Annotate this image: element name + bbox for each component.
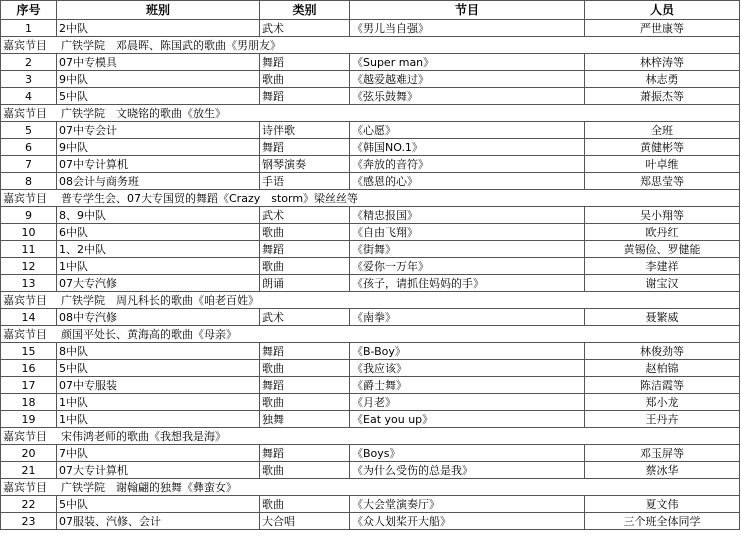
guest-text: 广铁学院 文晓铭的歌曲《放生》 (61, 106, 226, 120)
cell-no: 16 (1, 360, 57, 377)
cell-no: 11 (1, 241, 57, 258)
cell-type: 手语 (260, 173, 350, 190)
table-row (1, 360, 740, 377)
guest-row (1, 326, 740, 343)
cell-class: 07中专模具 (57, 54, 260, 71)
cell-class: 2中队 (57, 20, 260, 37)
cell-type: 武术 (260, 309, 350, 326)
guest-text: 广铁学院 邓晨晖、陈国武的歌曲《男朋友》 (61, 38, 281, 52)
header-no: 序号 (1, 1, 57, 20)
cell-type: 舞蹈 (260, 241, 350, 258)
guest-row (1, 105, 740, 122)
cell-performer: 黄健彬等 (585, 139, 740, 156)
cell-class: 6中队 (57, 224, 260, 241)
table-row (1, 224, 740, 241)
cell-class: 08会计与商务班 (57, 173, 260, 190)
cell-type: 朗诵 (260, 275, 350, 292)
cell-no: 6 (1, 139, 57, 156)
cell-program: 《越爱越难过》 (350, 71, 585, 88)
table-row (1, 88, 740, 105)
guest-text: 普专学生会、07大专国贸的舞蹈《Crazy storm》梁丝丝等 (61, 191, 359, 205)
cell-class: 9中队 (57, 139, 260, 156)
guest-tag: 嘉宾节目 (3, 106, 47, 120)
cell-performer: 黄锡俭、罗健能 (585, 241, 740, 258)
cell-class: 07服装、汽修、会计 (57, 513, 260, 530)
cell-performer: 严世康等 (585, 20, 740, 37)
table-row (1, 394, 740, 411)
cell-type: 歌曲 (260, 71, 350, 88)
cell-program: 《南拳》 (350, 309, 585, 326)
guest-cell (1, 292, 740, 309)
cell-program: 《奔放的音符》 (350, 156, 585, 173)
cell-performer: 陈洁霞等 (585, 377, 740, 394)
cell-no: 2 (1, 54, 57, 71)
cell-program: 《Super man》 (350, 54, 585, 71)
cell-type: 独舞 (260, 411, 350, 428)
guest-cell (1, 326, 740, 343)
cell-type: 舞蹈 (260, 54, 350, 71)
cell-type: 歌曲 (260, 394, 350, 411)
cell-performer: 欧丹红 (585, 224, 740, 241)
cell-performer: 聂繁威 (585, 309, 740, 326)
table-row (1, 411, 740, 428)
cell-type: 诗伴歌 (260, 122, 350, 139)
cell-program: 《Eat you up》 (350, 411, 585, 428)
cell-performer: 李建祥 (585, 258, 740, 275)
guest-cell (1, 37, 740, 54)
cell-performer: 三个班全体同学 (585, 513, 740, 530)
table-row (1, 309, 740, 326)
cell-class: 8中队 (57, 343, 260, 360)
cell-type: 大合唱 (260, 513, 350, 530)
guest-cell (1, 428, 740, 445)
cell-no: 22 (1, 496, 57, 513)
cell-performer: 夏文伟 (585, 496, 740, 513)
cell-program: 《大会堂演奏厅》 (350, 496, 585, 513)
table-row (1, 445, 740, 462)
cell-type: 歌曲 (260, 462, 350, 479)
cell-no: 4 (1, 88, 57, 105)
cell-program: 《孩子，请抓住妈妈的手》 (350, 275, 585, 292)
cell-type: 武术 (260, 20, 350, 37)
cell-class: 1中队 (57, 258, 260, 275)
cell-program: 《爱你一万年》 (350, 258, 585, 275)
table-row (1, 71, 740, 88)
cell-performer: 郑思莹等 (585, 173, 740, 190)
cell-no: 9 (1, 207, 57, 224)
guest-text: 颜国平处长、黄海高的歌曲《母亲》 (61, 327, 237, 341)
cell-performer: 王丹卉 (585, 411, 740, 428)
cell-type: 歌曲 (260, 496, 350, 513)
cell-performer: 萧振杰等 (585, 88, 740, 105)
header-performer: 人员 (585, 1, 740, 20)
table-row (1, 207, 740, 224)
guest-tag: 嘉宾节目 (3, 191, 47, 205)
cell-no: 3 (1, 71, 57, 88)
cell-no: 12 (1, 258, 57, 275)
cell-no: 14 (1, 309, 57, 326)
cell-no: 17 (1, 377, 57, 394)
guest-tag: 嘉宾节目 (3, 480, 47, 494)
cell-performer: 林志勇 (585, 71, 740, 88)
guest-row (1, 37, 740, 54)
cell-no: 19 (1, 411, 57, 428)
cell-program: 《Boys》 (350, 445, 585, 462)
table-row (1, 496, 740, 513)
cell-type: 舞蹈 (260, 377, 350, 394)
guest-cell (1, 190, 740, 207)
cell-no: 8 (1, 173, 57, 190)
table-row (1, 275, 740, 292)
cell-class: 9中队 (57, 71, 260, 88)
table-row (1, 54, 740, 71)
cell-type: 歌曲 (260, 224, 350, 241)
cell-program: 《男儿当自强》 (350, 20, 585, 37)
cell-no: 7 (1, 156, 57, 173)
cell-type: 舞蹈 (260, 139, 350, 156)
cell-no: 1 (1, 20, 57, 37)
cell-type: 钢琴演奏 (260, 156, 350, 173)
cell-performer: 邓玉屏等 (585, 445, 740, 462)
guest-row (1, 190, 740, 207)
table-row (1, 258, 740, 275)
header-row (1, 1, 740, 20)
cell-program: 《为什么受伤的总是我》 (350, 462, 585, 479)
cell-no: 13 (1, 275, 57, 292)
cell-class: 08中专汽修 (57, 309, 260, 326)
cell-no: 10 (1, 224, 57, 241)
guest-tag: 嘉宾节目 (3, 327, 47, 341)
cell-program: 《众人划桨开大船》 (350, 513, 585, 530)
cell-type: 武术 (260, 207, 350, 224)
cell-performer: 林梓涛等 (585, 54, 740, 71)
cell-class: 5中队 (57, 88, 260, 105)
cell-program: 《我应该》 (350, 360, 585, 377)
cell-performer: 吴小翔等 (585, 207, 740, 224)
cell-type: 歌曲 (260, 360, 350, 377)
cell-no: 18 (1, 394, 57, 411)
guest-tag: 嘉宾节目 (3, 429, 47, 443)
cell-class: 07中专会计 (57, 122, 260, 139)
guest-row (1, 479, 740, 496)
cell-class: 1、2中队 (57, 241, 260, 258)
cell-class: 07大专计算机 (57, 462, 260, 479)
cell-performer: 蔡冰华 (585, 462, 740, 479)
cell-program: 《爵士舞》 (350, 377, 585, 394)
cell-program: 《B-Boy》 (350, 343, 585, 360)
cell-class: 5中队 (57, 360, 260, 377)
cell-no: 15 (1, 343, 57, 360)
cell-performer: 林俊劲等 (585, 343, 740, 360)
cell-class: 7中队 (57, 445, 260, 462)
guest-row (1, 428, 740, 445)
table-row (1, 20, 740, 37)
guest-text: 宋伟鸿老师的歌曲《我想我是海》 (61, 429, 226, 443)
cell-program: 《韩国NO.1》 (350, 139, 585, 156)
cell-performer: 全班 (585, 122, 740, 139)
cell-type: 歌曲 (260, 258, 350, 275)
cell-class: 07中专计算机 (57, 156, 260, 173)
cell-program: 《心愿》 (350, 122, 585, 139)
table-row (1, 343, 740, 360)
header-type: 类别 (260, 1, 350, 20)
guest-text: 广铁学院 谢翰翩的独舞《彝蛮女》 (61, 480, 237, 494)
cell-program: 《感恩的心》 (350, 173, 585, 190)
cell-class: 1中队 (57, 394, 260, 411)
cell-class: 07中专服装 (57, 377, 260, 394)
cell-type: 舞蹈 (260, 445, 350, 462)
guest-text: 广铁学院 周凡科长的歌曲《咱老百姓》 (61, 293, 259, 307)
guest-cell (1, 479, 740, 496)
table-row (1, 156, 740, 173)
cell-program: 《精忠报国》 (350, 207, 585, 224)
table-row (1, 139, 740, 156)
cell-class: 5中队 (57, 496, 260, 513)
cell-program: 《街舞》 (350, 241, 585, 258)
cell-performer: 郑小龙 (585, 394, 740, 411)
cell-type: 舞蹈 (260, 88, 350, 105)
cell-no: 23 (1, 513, 57, 530)
guest-row (1, 292, 740, 309)
table-row (1, 377, 740, 394)
cell-type: 舞蹈 (260, 343, 350, 360)
table-row (1, 462, 740, 479)
cell-program: 《自由飞翔》 (350, 224, 585, 241)
cell-class: 8、9中队 (57, 207, 260, 224)
cell-performer: 叶卓维 (585, 156, 740, 173)
table-row (1, 241, 740, 258)
cell-class: 1中队 (57, 411, 260, 428)
guest-tag: 嘉宾节目 (3, 38, 47, 52)
table-row (1, 173, 740, 190)
table-row (1, 122, 740, 139)
header-class: 班别 (57, 1, 260, 20)
cell-no: 20 (1, 445, 57, 462)
cell-no: 21 (1, 462, 57, 479)
guest-cell (1, 105, 740, 122)
cell-performer: 谢宝汉 (585, 275, 740, 292)
cell-class: 07大专汽修 (57, 275, 260, 292)
table-row (1, 513, 740, 530)
cell-no: 5 (1, 122, 57, 139)
cell-performer: 赵柏锦 (585, 360, 740, 377)
guest-tag: 嘉宾节目 (3, 293, 47, 307)
cell-program: 《弦乐鼓舞》 (350, 88, 585, 105)
cell-program: 《月老》 (350, 394, 585, 411)
table-body (1, 20, 740, 530)
header-program: 节目 (350, 1, 585, 20)
